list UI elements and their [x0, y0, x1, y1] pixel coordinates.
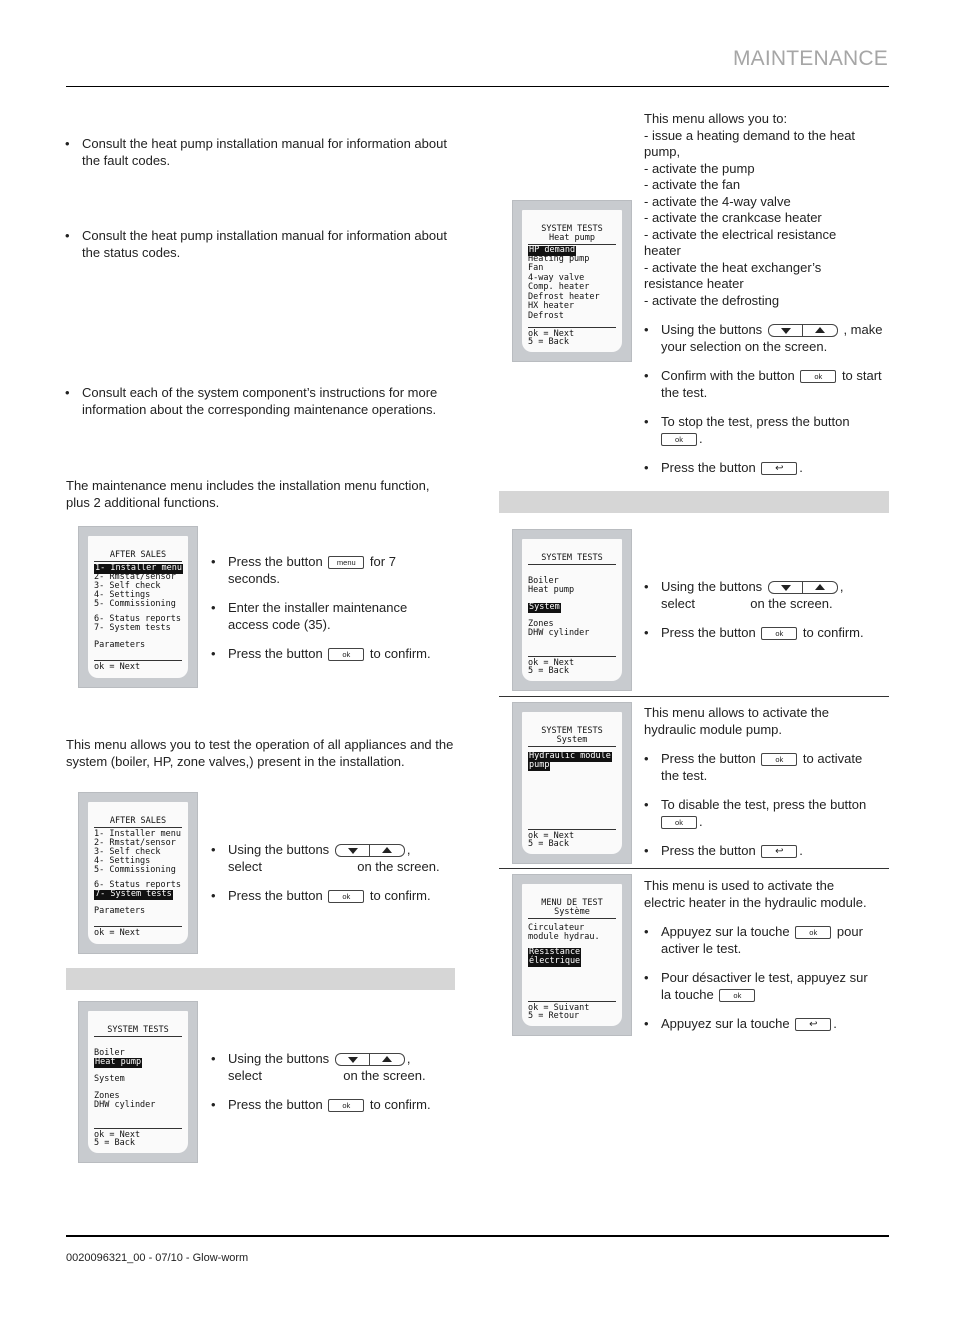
menu-item-hx-heater: HX heater [528, 301, 575, 311]
step-text: select [661, 595, 695, 611]
menu-item-heat-pump: Heat pump [528, 585, 575, 595]
menu-item-status-reports: 6- Status reports [94, 880, 181, 890]
system-tests-intro: This menu allows you to test the operation of all appliances and the system (boiler, HP, zone valves,) present in the installation. [66, 737, 454, 769]
page-header-title: MAINTENANCE [732, 47, 888, 70]
select-tests-step-1 [228, 842, 458, 875]
menu-button-icon: menu [328, 556, 364, 569]
menu-item-rmstat: 2- Rmstat/sensor [94, 838, 176, 848]
intro-line: - activate the fan [644, 177, 741, 192]
step-text: to confirm. [369, 888, 431, 903]
access-step-3 [228, 646, 458, 663]
intro-line: - activate the pump [644, 160, 755, 176]
section-bar-right [499, 491, 889, 513]
components-bullet: • Consult each of the system component’s instructions for more information about the corresponding maintenance operations. [82, 385, 456, 418]
menu-item-installer: 1- Installer menu [94, 829, 181, 839]
step-text: Confirm with the button [661, 368, 795, 383]
select-tests-step-2 [228, 888, 458, 905]
up-arrow-icon [815, 327, 825, 333]
step-text: Appuyez sur la touche [661, 924, 790, 939]
heat-pump-tests-screen [512, 200, 632, 362]
step-text: select [228, 1067, 262, 1083]
intro-line: This menu allows you to: [644, 111, 788, 126]
screen-divider [528, 656, 616, 657]
heater-intro [644, 878, 889, 911]
intro-line: resistance heater [644, 276, 744, 291]
up-down-buttons-icon [768, 581, 838, 594]
step-text: to start [841, 368, 882, 383]
menu-item-hp-demand: HP demand [529, 245, 576, 255]
system-tests-screen-left [78, 1001, 198, 1163]
up-down-buttons-icon [335, 1053, 405, 1066]
step-text: to confirm. [802, 625, 864, 640]
screen-subtitle: Système [554, 907, 590, 917]
up-arrow-icon [815, 584, 825, 590]
step-text: on the screen. [357, 858, 440, 874]
screen-divider [94, 1128, 182, 1129]
screen-footer-next: ok = Next [528, 329, 575, 339]
screen-divider [528, 829, 616, 830]
menu-item-commissioning: 5- Commissioning [94, 599, 176, 609]
screen-subtitle: Heat pump [548, 233, 596, 243]
hp-step-4: • Press the button ↩ . [661, 460, 891, 477]
menu-item-module-hydrau: module hydrau. [528, 932, 600, 942]
screen-divider [528, 1001, 616, 1002]
step-text: your selection on the screen. [661, 338, 828, 354]
screen-footer-back: 5 = Back [94, 1138, 135, 1148]
hp-step-1 [661, 322, 891, 355]
ok-button-icon: ok [761, 627, 797, 640]
screen-footer-back: 5 = Back [528, 666, 569, 676]
ok-button-icon: ok [328, 1099, 364, 1112]
step-text: To stop the test, press the button [661, 414, 850, 429]
select-hp-step-1 [228, 1051, 458, 1084]
step-text: Press the button [228, 888, 323, 903]
screen-footer-next: ok = Suivant [528, 1003, 590, 1013]
menu-item-self-check: 3- Self check [94, 581, 161, 591]
menu-item-pump: pump [529, 760, 550, 770]
menu-item-system: System [94, 1074, 125, 1084]
sys-step-2 [661, 625, 891, 642]
back-button-icon: ↩ [761, 462, 797, 475]
status-codes-bullet: • Consult the heat pump installation manual for information about the status codes. [82, 228, 452, 261]
screen-divider [528, 327, 616, 328]
section-separator [499, 868, 889, 869]
menu-item-status-reports: 6- Status reports [94, 614, 181, 624]
intro-line: hydraulic module pump. [644, 721, 783, 737]
screen-footer-back: 5 = Back [528, 337, 569, 347]
menu-item-dhw: DHW cylinder [528, 628, 590, 638]
down-arrow-icon [781, 585, 791, 591]
screen-divider [94, 660, 182, 661]
menu-item-electrique: électrique [529, 956, 581, 966]
menu-item-zones: Zones [94, 1091, 120, 1101]
step-text: Appuyez sur la touche [661, 1016, 790, 1031]
intro-line: - activate the electrical resistance [644, 226, 837, 242]
step-text: Press the button [661, 460, 756, 475]
pump-step-2: • To disable the test, press the button ok . [661, 797, 891, 830]
intro-line: pump, [644, 144, 681, 159]
screen-divider [94, 827, 182, 828]
menu-item-system: System [529, 602, 560, 612]
pump-intro [644, 705, 889, 738]
after-sales-screen-2 [78, 792, 198, 954]
intro-line: - activate the defrosting [644, 292, 780, 308]
screen-footer-next: ok = Next [528, 658, 575, 668]
ok-button-icon: ok [661, 433, 697, 446]
menu-item-boiler: Boiler [94, 1048, 125, 1058]
menu-item-defrost: Defrost [528, 311, 564, 321]
step-text: the test. [661, 767, 708, 783]
menu-item-heating-pump: Heating pump [528, 254, 590, 264]
intro-line: - activate the crankcase heater [644, 210, 822, 225]
menu-item-hydraulic-module: Hydraulic module [529, 751, 611, 761]
up-arrow-icon [382, 847, 392, 853]
step-text: on the screen. [750, 595, 833, 611]
step-text: Using the buttons [228, 842, 330, 857]
screen-footer-back: 5 = Back [528, 839, 569, 849]
back-button-icon: ↩ [761, 845, 797, 858]
menu-item-defrost-heater: Defrost heater [528, 292, 600, 302]
down-arrow-icon [348, 1057, 358, 1063]
menu-item-system-tests: 7- System tests [95, 889, 172, 899]
screen-subtitle: System [556, 735, 588, 745]
menu-item-heat-pump: Heat pump [95, 1057, 142, 1067]
step-text: , [839, 579, 844, 594]
step-text: on the screen. [343, 1067, 426, 1083]
access-step-2: • Enter the installer maintenance access code (35). [228, 600, 448, 633]
up-down-buttons-icon [335, 844, 405, 857]
step-text: to activate [802, 751, 863, 766]
menu-item-resistance: Résistance [529, 947, 581, 957]
footer-doc-ref: 0020096321_00 - 07/10 - Glow-worm [66, 1252, 249, 1264]
footer-rule [66, 1235, 889, 1237]
menu-item-rmstat: 2- Rmstat/sensor [94, 572, 176, 582]
step-text: , [406, 842, 411, 857]
menu-item-comp-heater: Comp. heater [528, 282, 590, 292]
system-sub-screen [512, 702, 632, 864]
screen-divider [528, 918, 616, 919]
screen-title: SYSTEM TESTS [541, 553, 603, 563]
step-text: , [406, 1051, 411, 1066]
intro-line: This menu is used to activate the [644, 878, 835, 893]
step-text: pour [836, 924, 863, 939]
menu-item-zones: Zones [528, 619, 554, 629]
screen-divider [94, 561, 182, 562]
menu-item-parameters: Parameters [94, 640, 146, 650]
intro-line: This menu allows to activate the [644, 705, 829, 720]
step-text: Press the button [228, 1097, 323, 1112]
step-text: for 7 seconds. [228, 554, 396, 586]
step-text: , make [843, 322, 883, 337]
menu-item-4way-valve: 4-way valve [528, 273, 585, 283]
system-tests-screen-right [512, 529, 632, 691]
intro-line: electric heater in the hydraulic module. [644, 894, 867, 910]
step-text: select [228, 858, 262, 874]
up-down-buttons-icon [768, 324, 838, 337]
section-separator [499, 696, 889, 697]
ok-button-icon: ok [795, 926, 831, 939]
ok-button-icon: ok [719, 989, 755, 1002]
pump-step-3: • Press the button ↩ . [661, 843, 891, 860]
menu-item-settings: 4- Settings [94, 590, 151, 600]
menu-item-circulateur: Circulateur [528, 923, 585, 933]
screen-title: AFTER SALES [109, 816, 167, 826]
screen-title: AFTER SALES [109, 550, 167, 560]
screen-divider [528, 564, 616, 565]
screen-footer: ok = Next [94, 662, 141, 672]
intro-line: - issue a heating demand to the heat [644, 127, 856, 143]
screen-title: SYSTEM TESTS [107, 1025, 169, 1035]
screen-footer: ok = Next [94, 928, 141, 938]
screen-footer-back: 5 = Retour [528, 1011, 580, 1021]
menu-item-installer: 1- Installer menu [95, 563, 182, 573]
menu-item-commissioning: 5- Commissioning [94, 865, 176, 875]
step-text: Press the button [661, 625, 756, 640]
step-text: Press the button [661, 843, 756, 858]
back-button-icon: ↩ [795, 1018, 831, 1031]
ok-button-icon: ok [328, 890, 364, 903]
menu-item-parameters: Parameters [94, 906, 146, 916]
ok-button-icon: ok [661, 816, 697, 829]
down-arrow-icon [348, 848, 358, 854]
screen-title: SYSTEM TESTS [541, 224, 603, 234]
screen-footer-next: ok = Next [528, 831, 575, 841]
menu-item-self-check: 3- Self check [94, 847, 161, 857]
step-text: to confirm. [369, 1097, 431, 1112]
step-text: To disable the test, press the button [661, 797, 867, 812]
menu-item-settings: 4- Settings [94, 856, 151, 866]
step-text: the test. [661, 384, 708, 400]
sys-step-1 [661, 579, 891, 612]
intro-line: heater [644, 243, 681, 258]
step-text: Press the button [228, 646, 323, 661]
menu-item-system-tests: 7- System tests [94, 623, 171, 633]
step-text: Press the button [228, 554, 323, 569]
maintenance-intro: The maintenance menu includes the installation menu function, plus 2 additional functions. [66, 478, 430, 510]
step-text: Pour désactiver le test, appuyez sur [661, 970, 868, 985]
menu-item-boiler: Boiler [528, 576, 559, 586]
fault-codes-bullet: • Consult the heat pump installation manual for information about the fault codes. [82, 136, 452, 169]
menu-de-test-screen [512, 874, 632, 1036]
menu-item-fan: Fan [528, 263, 544, 273]
heater-step-2 [661, 970, 891, 1003]
intro-line: - activate the heat exchanger’s [644, 259, 822, 275]
ok-button-icon: ok [761, 753, 797, 766]
pump-step-1 [661, 751, 891, 784]
after-sales-screen-1 [78, 526, 198, 688]
screen-divider [528, 746, 616, 747]
step-text: la touche [661, 986, 714, 1002]
up-arrow-icon [382, 1056, 392, 1062]
menu-item-dhw: DHW cylinder [94, 1100, 156, 1110]
screen-divider [94, 1036, 182, 1037]
intro-line: - activate the 4-way valve [644, 193, 791, 209]
step-text: to confirm. [369, 646, 431, 661]
section-bar-left [66, 968, 455, 990]
step-text: Using the buttons [228, 1051, 330, 1066]
screen-title: MENU DE TEST [541, 898, 603, 908]
ok-button-icon: ok [800, 370, 836, 383]
step-text: Press the button [661, 751, 756, 766]
step-text: activer le test. [661, 940, 742, 956]
heater-step-3: • Appuyez sur la touche ↩ . [661, 1016, 891, 1033]
header-rule [66, 86, 889, 87]
down-arrow-icon [781, 328, 791, 334]
screen-divider [94, 926, 182, 927]
screen-footer-next: ok = Next [94, 1130, 141, 1140]
select-hp-step-2 [228, 1097, 458, 1114]
access-step-1 [228, 554, 448, 587]
hp-step-2 [661, 368, 891, 401]
ok-button-icon: ok [328, 648, 364, 661]
hp-step-3: • To stop the test, press the button ok . [661, 414, 891, 447]
heater-step-1 [661, 924, 891, 957]
hp-tests-intro [644, 111, 889, 309]
step-text: Using the buttons [661, 579, 763, 594]
step-text: Using the buttons [661, 322, 763, 337]
screen-title: SYSTEM TESTS [541, 726, 603, 736]
